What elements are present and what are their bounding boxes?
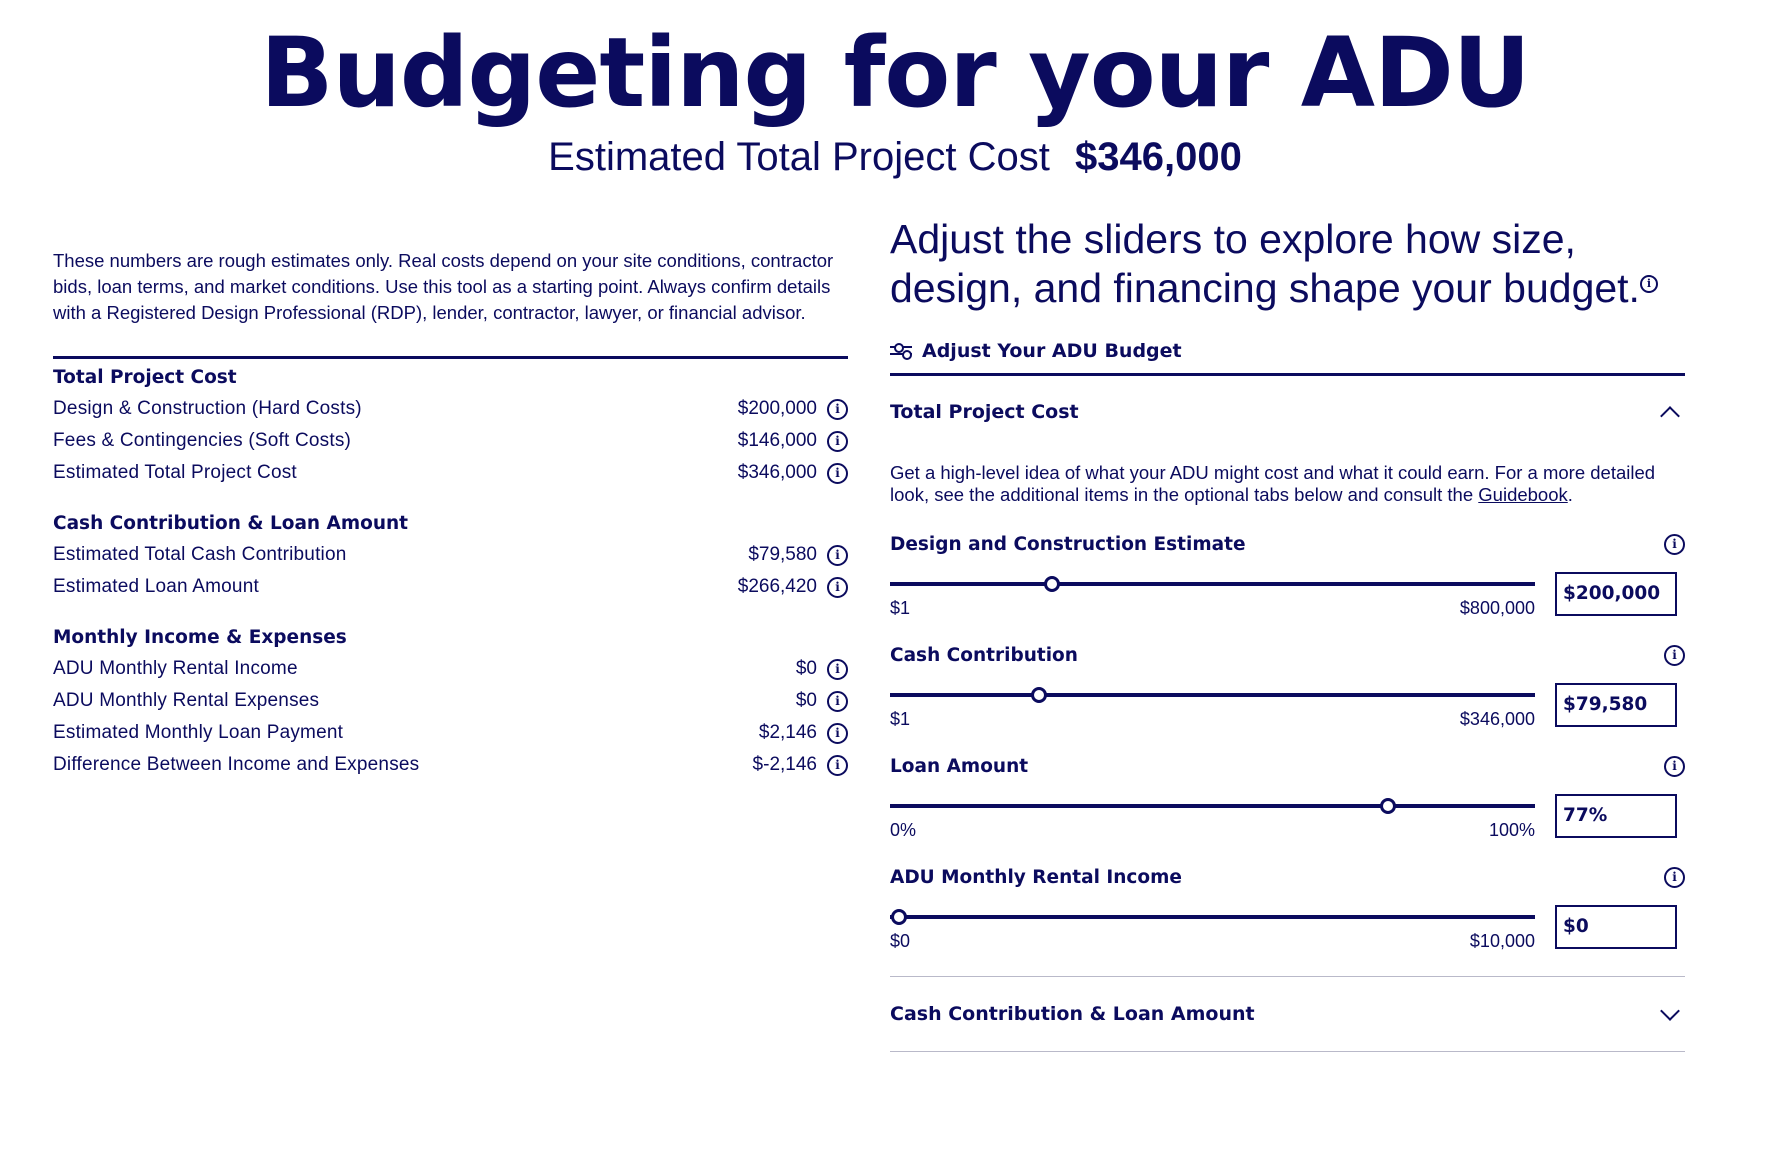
accordion-title: Total Project Cost xyxy=(890,401,1079,423)
info-icon[interactable]: i xyxy=(827,723,848,744)
slider-max: 100% xyxy=(1488,820,1535,840)
info-icon[interactable]: i xyxy=(827,577,848,598)
slider-title: Cash Contribution xyxy=(890,644,1078,666)
row-label: Design & Construction (Hard Costs) xyxy=(53,398,362,419)
intro-heading xyxy=(890,215,1685,313)
row-label: Fees & Contingencies (Soft Costs) xyxy=(53,430,352,451)
row-value: $146,000 xyxy=(737,430,817,451)
slider-title: Loan Amount xyxy=(890,755,1029,777)
summary-table xyxy=(53,356,848,781)
guidebook-link[interactable]: Guidebook xyxy=(1478,484,1568,505)
row-value: $266,420 xyxy=(737,576,817,597)
summary-row xyxy=(53,393,848,425)
row-label: ADU Monthly Rental Expenses xyxy=(53,690,320,711)
slider-rental-income xyxy=(890,863,1685,952)
adjust-panel-header xyxy=(890,335,1685,376)
row-label: Difference Between Income and Expenses xyxy=(53,754,420,775)
slider-min: $1 xyxy=(890,598,911,618)
accordion-title: Cash Contribution & Loan Amount xyxy=(890,1003,1255,1025)
summary-row xyxy=(53,749,848,781)
total-cost-summary xyxy=(0,132,1790,182)
row-label: Estimated Monthly Loan Payment xyxy=(53,722,344,743)
adjust-panel-title: Adjust Your ADU Budget xyxy=(922,340,1182,362)
info-icon[interactable]: i xyxy=(827,399,848,420)
slider-thumb[interactable] xyxy=(891,909,907,925)
slider-thumb[interactable] xyxy=(1044,576,1060,592)
design-construction-input[interactable] xyxy=(1555,572,1677,616)
info-icon[interactable]: i xyxy=(1664,534,1685,555)
row-label: Estimated Total Project Cost xyxy=(53,462,297,483)
row-value: $-2,146 xyxy=(752,754,817,775)
row-value: $346,000 xyxy=(737,462,817,483)
group-title: Cash Contribution & Loan Amount xyxy=(53,513,409,534)
row-label: Estimated Loan Amount xyxy=(53,576,259,597)
slider-track[interactable] xyxy=(890,915,1535,919)
summary-group-monthly xyxy=(53,623,848,781)
slider-thumb[interactable] xyxy=(1380,798,1396,814)
summary-row xyxy=(53,539,848,571)
slider-title: Design and Construction Estimate xyxy=(890,533,1246,555)
summary-row xyxy=(53,653,848,685)
total-cost-value: $346,000 xyxy=(1074,135,1242,179)
summary-row xyxy=(53,425,848,457)
info-icon[interactable]: i xyxy=(1664,756,1685,777)
row-value: $2,146 xyxy=(758,722,817,743)
slider-title-row xyxy=(890,863,1685,891)
info-icon[interactable]: i xyxy=(827,755,848,776)
info-icon[interactable]: i xyxy=(827,431,848,452)
slider-title-row xyxy=(890,641,1685,669)
summary-group-cash-loan xyxy=(53,509,848,603)
summary-row xyxy=(53,685,848,717)
slider-track[interactable] xyxy=(890,693,1535,697)
row-label: Estimated Total Cash Contribution xyxy=(53,544,347,565)
page-header xyxy=(0,17,1790,182)
slider-loan-amount xyxy=(890,752,1685,841)
slider-min: $1 xyxy=(890,709,911,729)
summary-row xyxy=(53,717,848,749)
slider-design-construction xyxy=(890,530,1685,619)
slider-max: $800,000 xyxy=(1459,598,1535,618)
accordion-toggle-total-project-cost[interactable] xyxy=(890,376,1685,448)
total-cost-label: Estimated Total Project Cost xyxy=(548,135,1050,179)
slider-thumb[interactable] xyxy=(1031,687,1047,703)
chevron-up-icon xyxy=(1660,406,1680,426)
group-title: Total Project Cost xyxy=(53,367,237,388)
summary-row xyxy=(53,571,848,603)
slider-min: 0% xyxy=(890,820,917,840)
info-icon[interactable]: i xyxy=(827,463,848,484)
summary-column xyxy=(53,248,848,801)
info-icon[interactable]: i xyxy=(1664,867,1685,888)
row-value: $79,580 xyxy=(748,544,817,565)
chevron-down-icon xyxy=(1660,1001,1680,1021)
info-icon[interactable]: i xyxy=(827,545,848,566)
rental-income-input[interactable] xyxy=(1555,905,1677,949)
group-title: Monthly Income & Expenses xyxy=(53,627,347,648)
info-icon[interactable]: i xyxy=(1664,645,1685,666)
page-title: Budgeting for your ADU xyxy=(260,17,1530,129)
info-icon[interactable]: i xyxy=(827,659,848,680)
accordion-description: Get a high-level idea of what your ADU might cost and what it could earn. For a more detailed look, see the additional items in the optional tabs below and consult the Guidebook. xyxy=(890,462,1656,505)
adjust-column xyxy=(890,215,1685,1052)
slider-max: $346,000 xyxy=(1459,709,1535,729)
slider-min: $0 xyxy=(890,931,911,951)
summary-row xyxy=(53,457,848,489)
info-icon[interactable]: i xyxy=(827,691,848,712)
summary-group-total-project-cost xyxy=(53,363,848,489)
slider-title-row xyxy=(890,530,1685,558)
slider-track[interactable] xyxy=(890,804,1535,808)
row-label: ADU Monthly Rental Income xyxy=(53,658,298,679)
accordion-toggle-cash-loan[interactable] xyxy=(890,977,1685,1052)
row-value: $0 xyxy=(795,658,817,679)
row-value: $0 xyxy=(795,690,817,711)
slider-title: ADU Monthly Rental Income xyxy=(890,866,1182,888)
intro-text: Adjust the sliders to explore how size, design, and financing shape your budget. xyxy=(890,216,1640,311)
cash-contribution-input[interactable] xyxy=(1555,683,1677,727)
row-value: $200,000 xyxy=(737,398,817,419)
loan-amount-input[interactable] xyxy=(1555,794,1677,838)
disclaimer-text: These numbers are rough estimates only. Real costs depend on your site conditions, contractor bids, loan terms, and market conditions. Use this tool as a starting point. Always confirm details with a Registered Design Professional (RDP), lender, contractor, lawyer, or financial advisor. xyxy=(53,250,834,323)
slider-track[interactable] xyxy=(890,582,1535,586)
slider-title-row xyxy=(890,752,1685,780)
slider-cash-contribution xyxy=(890,641,1685,730)
sliders-icon xyxy=(890,343,912,359)
info-icon[interactable]: i xyxy=(1640,275,1658,293)
slider-max: $10,000 xyxy=(1469,931,1535,951)
